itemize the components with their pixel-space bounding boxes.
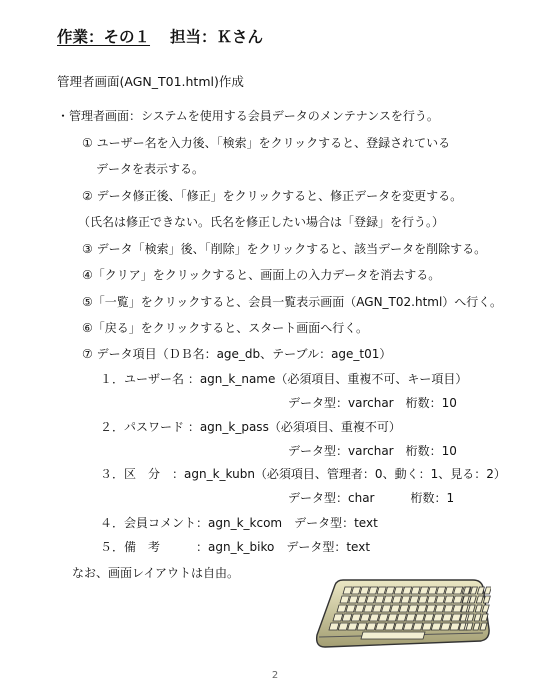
footer-note: なお、画面レイアウトは自由。 [72, 566, 240, 580]
section-title: 管理者画面(AGN_T01.html)作成 [57, 74, 244, 89]
field-2-type: データ型：varchar 桁数：10 [288, 444, 457, 458]
item-5: ⑤「一覧」をクリックすると、会員一覧表示画面（AGN_T02.html）へ行く。 [82, 295, 503, 309]
item-7: ⑦ データ項目（ＤＢ名：age_db、テーブル：age_t01） [82, 347, 392, 361]
summary-text: ・管理者画面：システムを使用する会員データのメンテナンスを行う。 [57, 109, 439, 123]
item-1-line-2: データを表示する。 [96, 162, 205, 176]
field-3-type: データ型：char 桁数：1 [288, 491, 455, 505]
field-3: ３．区 分 ：agn_k_kubn（必須項目、管理者：0、動く：1、見る：2） [100, 467, 506, 481]
field-5: ５．備 考 ：agn_k_biko データ型：text [100, 540, 371, 554]
field-4: ４．会員コメント：agn_k_kcom データ型：text [100, 516, 378, 530]
item-6: ⑥「戻る」をクリックすると、スタート画面へ行く。 [82, 321, 369, 335]
assignee-label: 担当：Ｋさん [170, 28, 264, 46]
item-4: ④「クリア」をクリックすると、画面上の入力データを消去する。 [82, 268, 441, 282]
page-heading [57, 27, 263, 47]
page-number: 2 [271, 670, 279, 681]
task-title: 作業：その１ [57, 28, 151, 46]
item-1-line-1: ① ユーザー名を入力後、「検索」をクリックすると、登録されている [82, 136, 451, 150]
item-2: ② データ修正後、「修正」をクリックすると、修正データを変更する。 [82, 189, 463, 203]
item-3: ③ データ「検索」後、「削除」をクリックすると、該当データを削除する。 [82, 242, 487, 256]
item-2-note: （氏名は修正できない。氏名を修正したい場合は「登録」を行う。） [78, 215, 445, 229]
field-2: ２．パスワード ：agn_k_pass（必須項目、重複不可） [100, 420, 401, 434]
keyboard-icon [313, 577, 491, 649]
field-1-type: データ型：varchar 桁数：10 [288, 396, 457, 410]
field-1: １．ユーザー名 ：agn_k_name（必須項目、重複不可、キー項目） [100, 372, 468, 386]
